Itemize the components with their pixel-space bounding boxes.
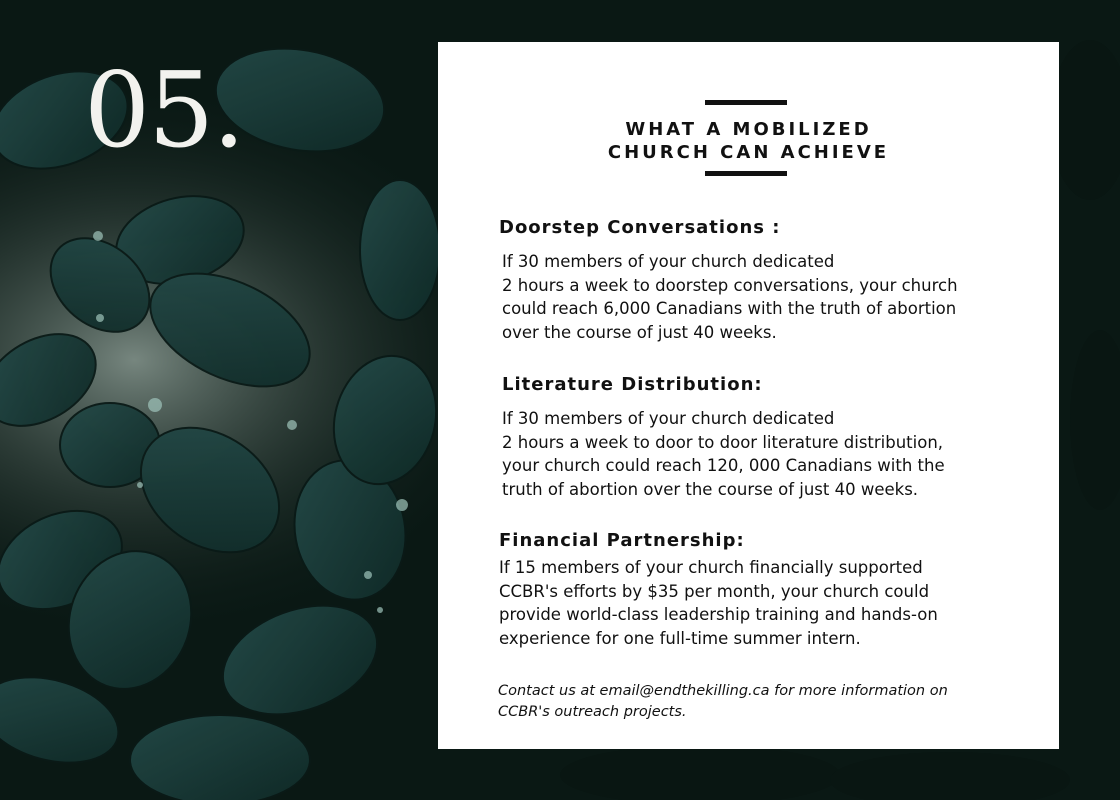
body-line: your church could reach 120, 000 Canadians with the [502,456,945,475]
card-heading [438,118,1059,164]
section-body-literature [502,407,982,501]
body-line: 2 hours a week to doorstep conversations, your church [502,275,958,295]
body-line: 2 hours a week to door to door literature distribution, [502,432,944,452]
section-body-doorstep [502,250,982,344]
body-line: If 30 members of your church dedicated [502,409,835,428]
contact-line: Contact us at email@endthekilling.ca for more information on [498,683,948,699]
body-line: over the course of just 40 weeks. [502,322,777,342]
body-line: experience for one full-time summer intern. [499,628,861,648]
heading-line: WHAT A MOBILIZED [625,119,872,140]
body-line: If 30 members of your church dedicated [502,252,835,271]
body-line: provide world-class leadership training and hands-on [499,605,938,624]
content-card [438,42,1059,749]
page-number: 05. [84,49,244,171]
body-line: CCBR's efforts by $35 per month, your church could [499,581,930,601]
section-body-financial [499,556,979,650]
contact-note [498,681,1018,723]
heading-line: CHURCH CAN ACHIEVE [607,142,890,163]
section-title-financial: Financial Partnership: [499,530,745,551]
body-line: If 15 members of your church financially supported [499,558,923,577]
section-title-doorstep: Doorstep Conversations : [499,217,781,238]
heading-top-rule [705,100,787,105]
contact-line: CCBR's outreach projects. [498,704,687,720]
body-line: could reach 6,000 Canadians with the truth of abortion [502,299,957,318]
section-title-literature: Literature Distribution: [502,374,763,395]
heading-bottom-rule [705,171,787,176]
body-line: truth of abortion over the course of just 40 weeks. [502,479,919,499]
